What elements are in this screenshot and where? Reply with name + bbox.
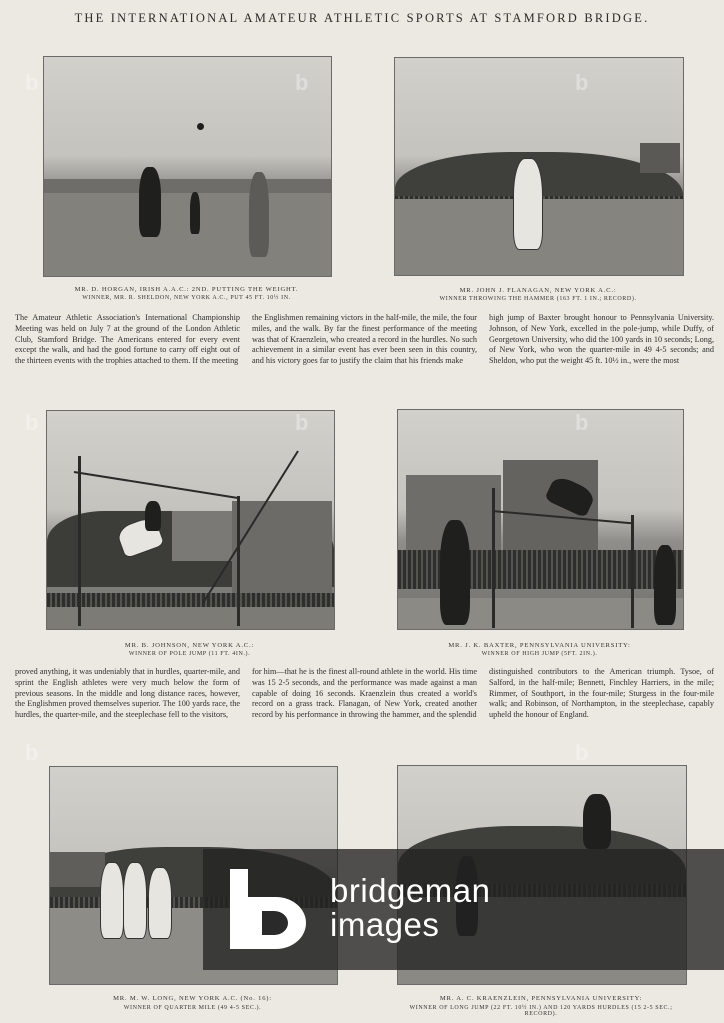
watermark-tile: b (295, 410, 309, 435)
page-title: THE INTERNATIONAL AMATEUR ATHLETIC SPORTS AT STAMFORD BRIDGE. (74, 11, 650, 25)
article-column: for him—that he is the finest all-round athlete in the world. His time was 15 2-5 seconds, and the performance was made against a man capable of doing 16 seconds. Kraenzlein thus created a world's record on a grass track. Flanagan, of New York, created another record by his performance in throwing the hammer, and the splendid (252, 667, 477, 720)
photo-high-jump (397, 409, 684, 630)
watermark-tile: b (25, 740, 39, 765)
photo-caption: MR. B. JOHNSON, NEW YORK A.C.: (124, 642, 255, 649)
upright-post (78, 456, 81, 626)
spectator-figure (190, 192, 200, 234)
runner-figure (123, 862, 147, 939)
athlete-figure (145, 501, 161, 531)
spectator-figure (440, 520, 470, 625)
photo-subcaption: WINNER OF POLE JUMP (11 FT. 4IN.). (128, 651, 251, 657)
watermark-tile: b (575, 70, 589, 95)
watermark-tile: b (575, 740, 589, 765)
crossbar (74, 471, 238, 498)
photo-subcaption: WINNER OF HIGH JUMP (5FT. 2IN.). (481, 651, 598, 657)
runner-figure (100, 862, 124, 939)
photo-caption: MR. A. C. KRAENZLEIN, PENNSYLVANIA UNIVERSITY: (439, 995, 643, 1002)
photo-subcaption: WINNER OF LONG JUMP (22 FT. 10½ IN.) AND 120 YARDS HURDLES (15 2-5 SEC.; RECORD). (409, 1005, 673, 1017)
upright-post (237, 496, 240, 626)
watermark-tile: b (575, 410, 589, 435)
runner-figure (148, 867, 172, 939)
article-column: high jump of Baxter brought honour to Pennsylvania University. Johnson, of New York, excelled in the pole-jump, while Duffy, of Georgetown University, who did the 100 yards in 10 seconds; Long, of New York, who won the quarter-mile in 49 4-5 seconds; and Sheldon, who put the weight 45 ft. 10½ in., were the most (489, 313, 714, 366)
photo-subcaption: WINNER OF QUARTER MILE (49 4-5 SEC.). (123, 1005, 262, 1011)
photo-hammer-throw (394, 57, 684, 276)
upright-post (492, 488, 495, 628)
spectator-figure (249, 172, 269, 257)
watermark-tile: b (25, 70, 39, 95)
photo-caption: MR. J. K. BAXTER, PENNSYLVANIA UNIVERSITY: (448, 642, 631, 649)
watermark-brand-line2: images (330, 906, 440, 943)
athlete-figure (513, 158, 543, 250)
watermark-brand-line1: bridgeman (330, 872, 491, 909)
upright-post (631, 515, 634, 628)
photo-caption: MR. JOHN J. FLANAGAN, NEW YORK A.C.: (459, 287, 617, 294)
shot-ball (197, 123, 204, 130)
photo-pole-jump (46, 410, 335, 630)
photo-caption: MR. D. HORGAN, IRISH A.A.C.: 2ND. PUTTING THE WEIGHT. (74, 286, 299, 293)
article-column: distinguished contributors to the American triumph. Tysoe, of Salford, in the half-mile; Bennett, Finchley Harriers, in the mile; Rimmer, of Southport, in the four-mile; Sturgess in the four-mile walk; and Robinson, of Northampton, in the steeplechase, capably upheld the honour of England. (489, 667, 714, 720)
photo-subcaption: WINNER, MR. R. SHELDON, NEW YORK A.C., PUT 45 FT. 10½ IN. (82, 295, 291, 301)
photo-shot-put (43, 56, 332, 277)
athlete-figure (139, 167, 161, 237)
spectator-figure (654, 545, 676, 625)
photo-subcaption: WINNER THROWING THE HAMMER (163 FT. 1 IN.; RECORD). (439, 296, 637, 302)
athlete-figure (583, 794, 611, 849)
watermark-tile: b (295, 70, 309, 95)
bridgeman-logo-icon (228, 867, 306, 951)
article-column: The Amateur Athletic Association's International Championship Meeting was held on July 7 at the ground of the London Athletic Club, Stamford Bridge. The Americans entered for every event except the walk, and had the good fortune to carry off eight out of the thirteen events with the trophies attached to them. If the meeting (15, 313, 240, 366)
article-column: the Englishmen remaining victors in the half-mile, the mile, the four miles, and the walk. By far the finest performance of the meeting was that of Kraenzlein, who created a record in the hurdles. No such achievement in a similar event has ever been seen in this country, and his victory goes far to justify the claim that his friends make (252, 313, 477, 366)
photo-caption: MR. M. W. LONG, NEW YORK A.C. (No. 16): (113, 995, 272, 1002)
watermark-tile: b (25, 410, 39, 435)
article-column: proved anything, it was undeniably that in hurdles, quarter-mile, and sprint the English athletes were very much below the form of previous seasons. In the middle and long distance races, however, the Englishmen proved themselves superior. The 100 yards race, the hurdles, the quarter-mile, and the steeplechase fell to the visitors, (15, 667, 240, 720)
watermark-brand (330, 874, 490, 942)
